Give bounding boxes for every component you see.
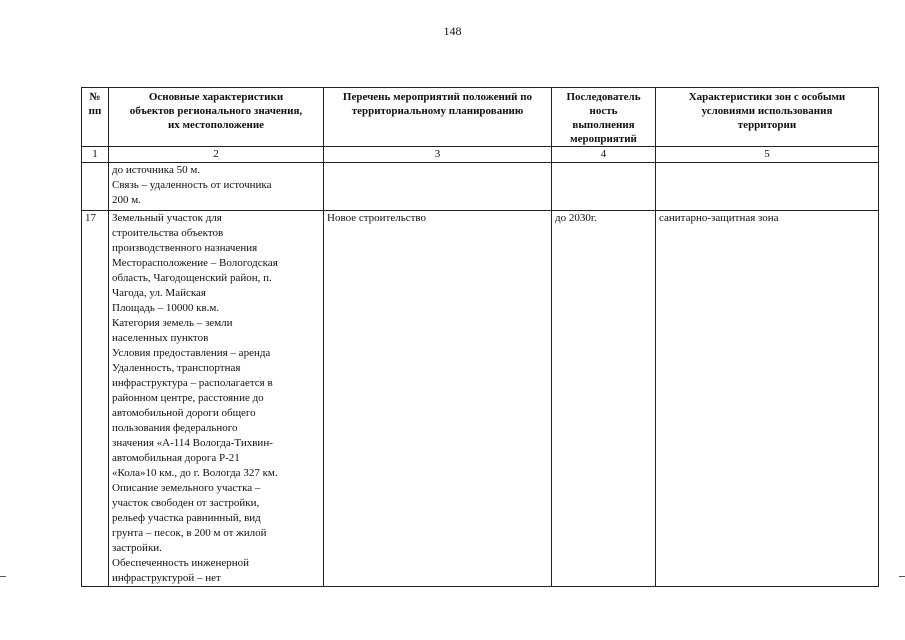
text-line: населенных пунктов	[112, 332, 209, 344]
header-col-1	[82, 88, 109, 147]
column-number: 1	[82, 147, 109, 163]
header-col-4	[552, 88, 656, 147]
text-line: их местоположение	[167, 119, 265, 131]
cell-characteristics	[109, 211, 324, 587]
header-col-3	[324, 88, 552, 147]
text-line: рельеф участка равнинный, вид	[112, 512, 261, 524]
text-line: Земельный участок для	[112, 212, 222, 224]
text-line: застройки.	[112, 542, 162, 554]
table-header-row	[82, 88, 879, 147]
text-line: Условия предоставления – аренда	[112, 347, 271, 359]
text-line: Месторасположение – Вологодская	[112, 257, 278, 269]
text-line: Площадь – 10000 кв.м.	[112, 302, 220, 314]
text-line: Последователь	[566, 91, 641, 103]
margin-mark-right	[899, 576, 905, 577]
column-number: 2	[109, 147, 324, 163]
text-line: строительства объектов	[112, 227, 224, 239]
text-line: область, Чагодощенский район, п.	[112, 272, 272, 284]
header-col-2	[109, 88, 324, 147]
text-line: ность	[589, 105, 618, 117]
text-line: до источника 50 м.	[112, 164, 201, 176]
text-line: Удаленность, транспортная	[112, 362, 241, 374]
column-numbers-row	[82, 147, 879, 163]
text-line: районном центре, расстояние до	[112, 392, 264, 404]
cell-number: 17	[82, 211, 109, 587]
text-line: пп	[88, 105, 102, 117]
text-line: значения «А-114 Вологда-Тихвин-	[112, 437, 273, 449]
cell-sequence	[552, 163, 656, 211]
table-row-17	[82, 211, 879, 587]
text-line: 200 м.	[112, 194, 141, 206]
text-line: инфраструктура – располагается в	[112, 377, 273, 389]
text-line: автомобильной дороги общего	[112, 407, 256, 419]
text-line: участок свободен от застройки,	[112, 497, 260, 509]
cell-characteristics	[109, 163, 324, 211]
text-line: Основные характеристики	[148, 91, 284, 103]
text-line: мероприятий	[570, 133, 637, 145]
text-line: территории	[737, 119, 797, 131]
text-line: выполнения	[572, 119, 635, 131]
page-number: 148	[443, 24, 462, 38]
text-line: Связь – удаленность от источника	[112, 179, 272, 191]
cell-zones: санитарно-защитная зона	[656, 211, 879, 587]
cell-measures	[324, 163, 552, 211]
text-line: условиями использования	[701, 105, 833, 117]
column-number: 5	[656, 147, 879, 163]
table-row-continuation	[82, 163, 879, 211]
text-line: Чагода, ул. Майская	[112, 287, 206, 299]
planning-table	[81, 87, 879, 587]
cell-number	[82, 163, 109, 211]
text-line: Категория земель – земли	[112, 317, 233, 329]
cell-zones	[656, 163, 879, 211]
text-line: №	[89, 91, 101, 103]
margin-mark-left	[0, 576, 6, 577]
cell-sequence: до 2030г.	[552, 211, 656, 587]
text-line: инфраструктурой – нет	[112, 572, 221, 584]
text-line: объектов регионального значения,	[129, 105, 303, 117]
text-line: территориальному планированию	[351, 105, 524, 117]
text-line: Обеспеченность инженерной	[112, 557, 250, 569]
column-number: 4	[552, 147, 656, 163]
text-line: производственного назначения	[112, 242, 258, 254]
text-line: Перечень мероприятий положений по	[342, 91, 533, 103]
text-line: пользования федерального	[112, 422, 238, 434]
text-line: грунта – песок, в 200 м от жилой	[112, 527, 267, 539]
header-col-5	[656, 88, 879, 147]
text-line: «Кола»10 км., до г. Вологда 327 км.	[112, 467, 278, 479]
column-number: 3	[324, 147, 552, 163]
cell-measures: Новое строительство	[324, 211, 552, 587]
text-line: автомобильная дорога Р-21	[112, 452, 240, 464]
text-line: Характеристики зон с особыми	[688, 91, 846, 103]
text-line: Описание земельного участка –	[112, 482, 261, 494]
